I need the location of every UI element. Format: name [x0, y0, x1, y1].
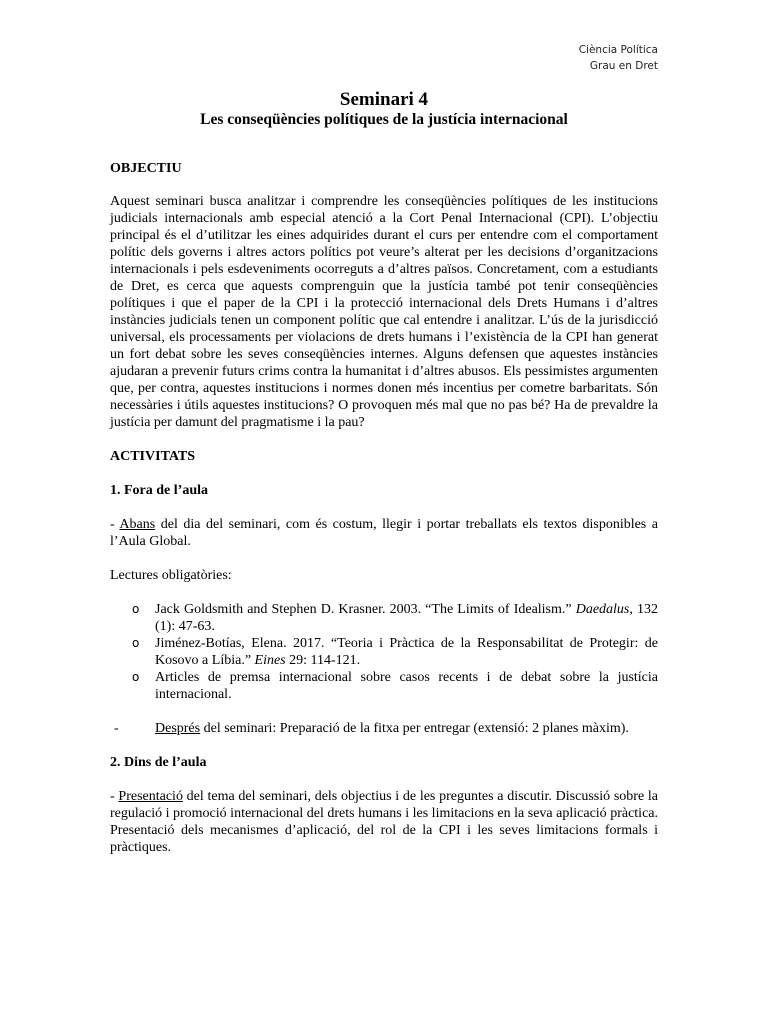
reading-journal: Daedalus,	[575, 602, 633, 617]
reading-journal: Eines	[254, 653, 286, 668]
abans-prefix: -	[110, 517, 120, 532]
document-subtitle: Les conseqüències polítiques de la justícia internacional	[200, 111, 568, 128]
page-header	[579, 42, 658, 74]
header-degree: Grau en Dret	[589, 60, 658, 72]
presentacio-word: Presentació	[118, 789, 183, 804]
document-body	[110, 160, 658, 856]
circle-bullet-icon: o	[132, 670, 140, 684]
despres-rest: del seminari: Preparació de la fitxa per entregar (extensió: 2 planes màxim).	[200, 721, 629, 736]
document-title: Seminari 4	[339, 89, 429, 110]
circle-bullet-icon: o	[132, 602, 140, 616]
reading-citation: 29: 114-121.	[285, 653, 361, 668]
presentacio-rest: del tema del seminari, dels objectius i de les preguntes a discutir. Discussió sobre la regulació i promoció internacional del drets humans i les limitacions en la seva aplicació pràctica. Presentació dels mecanismes d’aplicació, del rol de la CPI i les seves limitacions formals i pràctiques.	[110, 789, 658, 855]
abans-word: Abans	[119, 517, 156, 532]
header-course: Ciència Política	[578, 44, 658, 56]
abans-paragraph	[110, 516, 658, 550]
reading-text: Jiménez-Botías, Elena. 2017. “Teoria i Pràctica de la Responsabilitat de Protegir: de Kosovo a Líbia.”	[155, 636, 658, 668]
abans-rest: del dia del seminari, com és costum, llegir i portar treballats els textos disponibles a l’Aula Global.	[110, 517, 658, 549]
readings-list	[110, 601, 658, 703]
activitats-heading: ACTIVITATS	[110, 449, 196, 464]
reading-text: Jack Goldsmith and Stephen D. Krasner. 2003. “The Limits of Idealism.”	[155, 602, 576, 617]
despres-word: Després	[155, 721, 201, 736]
list-item	[110, 635, 658, 669]
reading-text: Articles de premsa internacional sobre casos recents i de debat sobre la justícia internacional.	[155, 670, 658, 702]
presentacio-paragraph	[110, 788, 658, 856]
list-item	[110, 669, 658, 703]
list-item	[110, 601, 658, 635]
circle-bullet-icon: o	[132, 636, 140, 650]
despres-item	[110, 720, 658, 737]
objectiu-paragraph: Aquest seminari busca analitzar i comprendre les conseqüències polítiques de les institucions judicials internacionals amb especial atenció a la Cort Penal Internacional (CPI). L’objectiu principal és el d’utilitzar les eines adquirides durant el curs per entendre com el comportament polític dels governs i altres actors polítics pot veure’s alterat per les decisions d’organitzacions internacionals i pels esdeveniments ocorreguts a d’altres països. Concretament, com a estudiants de Dret, es cerca que aquests comprenguin que la justícia també pot tenir conseqüències polítiques i que el paper de la CPI i la protecció internacional dels Drets Humans i d’altres instàncies judicials tenen un component polític que cal entendre i analitzar. L’ús de la jurisdicció universal, els processaments per violacions de drets humans i l’existència de la CPI han generat un fort debat sobre les seves conseqüències internes. Alguns defensen que aquestes instàncies ajudaran a prevenir futurs crims contra la humanitat i d’altres abusos. Els pessimistes argumenten que, per contra, aquestes institucions i normes donen més incentius per cometre barbaritats. Són necessàries i útils aquestes institucions? O provoquen més mal que no pas bé? Ha de prevaldre la justícia per damunt del pragmatisme i la pau?	[110, 194, 658, 430]
dins-heading: 2. Dins de l’aula	[110, 755, 207, 770]
reading-citation: 132 (1): 47-63.	[155, 602, 658, 634]
presentacio-prefix: -	[110, 789, 119, 804]
dash-bullet: -	[114, 721, 119, 736]
lectures-label: Lectures obligatòries:	[110, 568, 232, 583]
objectiu-heading: OBJECTIU	[110, 161, 182, 176]
fora-heading: 1. Fora de l’aula	[110, 483, 208, 498]
